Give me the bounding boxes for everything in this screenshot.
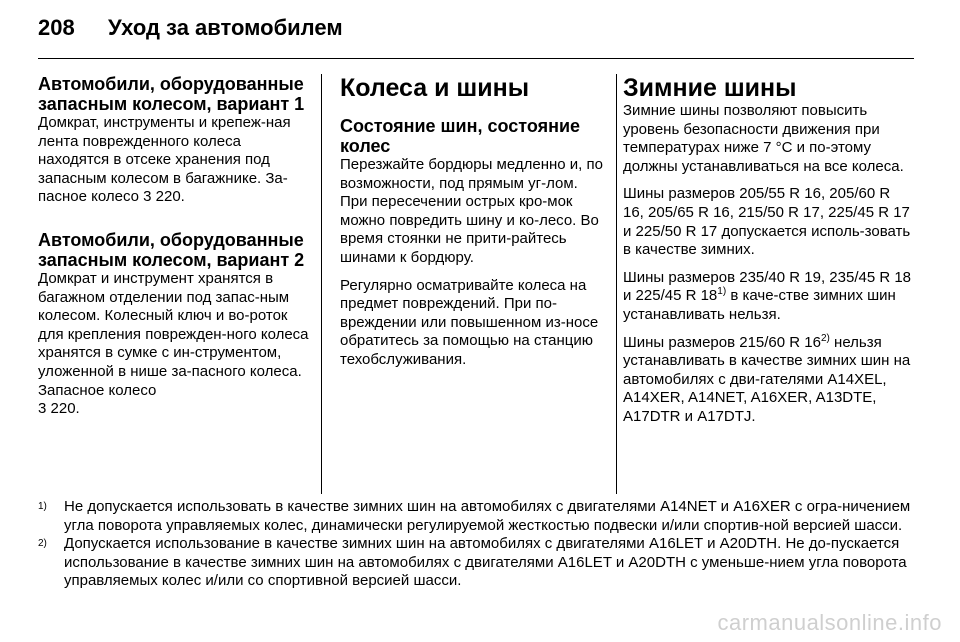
- arrow-ref-icon: 3: [143, 188, 152, 206]
- paragraph: Шины размеров 215/60 R 16$^{2)}$ нельзя устанавливать в качестве зимних шин на автомобилях с дви-гателями A14XEL, A14XER, A14NET, A16XER, A13DTE, A17DTR и A17DTJ.: [623, 332, 911, 425]
- column-2: [340, 74, 608, 379]
- footnote-mark: 2): [38, 538, 47, 550]
- watermark: carmanualsonline.info: [717, 610, 942, 635]
- column-divider: [321, 74, 322, 494]
- winter-tyres-title: Зимние шины: [623, 74, 797, 102]
- column-divider: [616, 74, 617, 494]
- section-heading-variant-1: Автомобили, оборудованные запасным колесом, вариант 1: [38, 74, 305, 114]
- paragraph-variant-2: Домкрат и инструмент хранятся в багажном отделении под запас-ным колесом. Колесный ключ и во-роток для крепления поврежден-ного колеса хранятся в сумке с ин-струментом, уложенной в нише за-пасного колеса. Запасное колесо 3 220.: [38, 269, 309, 418]
- section-heading-variant-2: Автомобили, оборудованные запасным колесом, вариант 2: [38, 229, 305, 270]
- page-ref[interactable]: 220.: [155, 188, 185, 206]
- footnote-text: Не допускается использовать в качестве зимних шин на автомобилях с двигателями A14NET и A16XER с огра-ничением угла поворота управляемых колес, динамически регулируемой жесткостью подвески и/или спортив-ной версией шасси.: [64, 498, 911, 534]
- paragraph: Шины размеров 205/55 R 16, 205/60 R 16, 205/65 R 16, 215/50 R 17, 225/45 R 17 и 225/50 R 17 допускается исполь-зовать в качестве зимних.: [623, 185, 911, 259]
- paragraph: Регулярно осматривайте колеса на предмет повреждений. При по-вреждении или повышенном из-носе обратитесь за помощью на станцию техобслуживания.: [340, 276, 599, 368]
- footnote: [38, 498, 914, 535]
- page-number: 208: [38, 15, 75, 40]
- page-header: [38, 14, 343, 42]
- footnotes: [38, 498, 914, 591]
- subsection-heading: Состояние шин, состояние колес: [340, 116, 581, 156]
- page-title: Уход за автомобилем: [108, 15, 343, 40]
- arrow-ref-icon: 3: [38, 400, 47, 418]
- paragraph-variant-1: Домкрат, инструменты и крепеж-ная лента поврежденного колеса находятся в отсеке хранения под запасным колесом в багажнике. За-пасное колесо 3 220.: [38, 114, 291, 206]
- column-1: [38, 74, 310, 428]
- column-3: [623, 74, 913, 436]
- page-ref[interactable]: 220.: [50, 400, 80, 418]
- paragraph: Шины размеров 235/40 R 19, 235/45 R 18 и 225/45 R 18$^{1)}$ в каче-стве зимних шин устанавливать нельзя.: [623, 268, 912, 323]
- footnote-mark: 1): [38, 501, 47, 512]
- footnote: [38, 535, 914, 591]
- footnote-ref[interactable]: 1): [717, 286, 727, 298]
- footnote-text: Допускается использование в качестве зимних шин на автомобилях с двигателями A16LET и A20DTH. Не до-пускается использование в качестве зимних шин на автомобилях с двигателями A16LET и A20DTH с уменьше-нием угла поворота управляемых колес и/или со спортивной версией шасси.: [64, 535, 907, 590]
- paragraph: Зимние шины позволяют повысить уровень безопасности движения при температурах ниже 7 °C и по-этому должны устанавливаться на все колеса.: [623, 102, 904, 175]
- chapter-title: Колеса и шины: [340, 74, 530, 102]
- paragraph: Перезжайте бордюры медленно и, по возможности, под прямым уг-лом. При пересечении острых кро-мок можно повредить шину и ко-лесо. Во время стоянки не прити-райтесь шинами к бордюру.: [340, 156, 603, 266]
- footnote-ref[interactable]: 2): [820, 332, 830, 344]
- header-rule: [38, 58, 914, 59]
